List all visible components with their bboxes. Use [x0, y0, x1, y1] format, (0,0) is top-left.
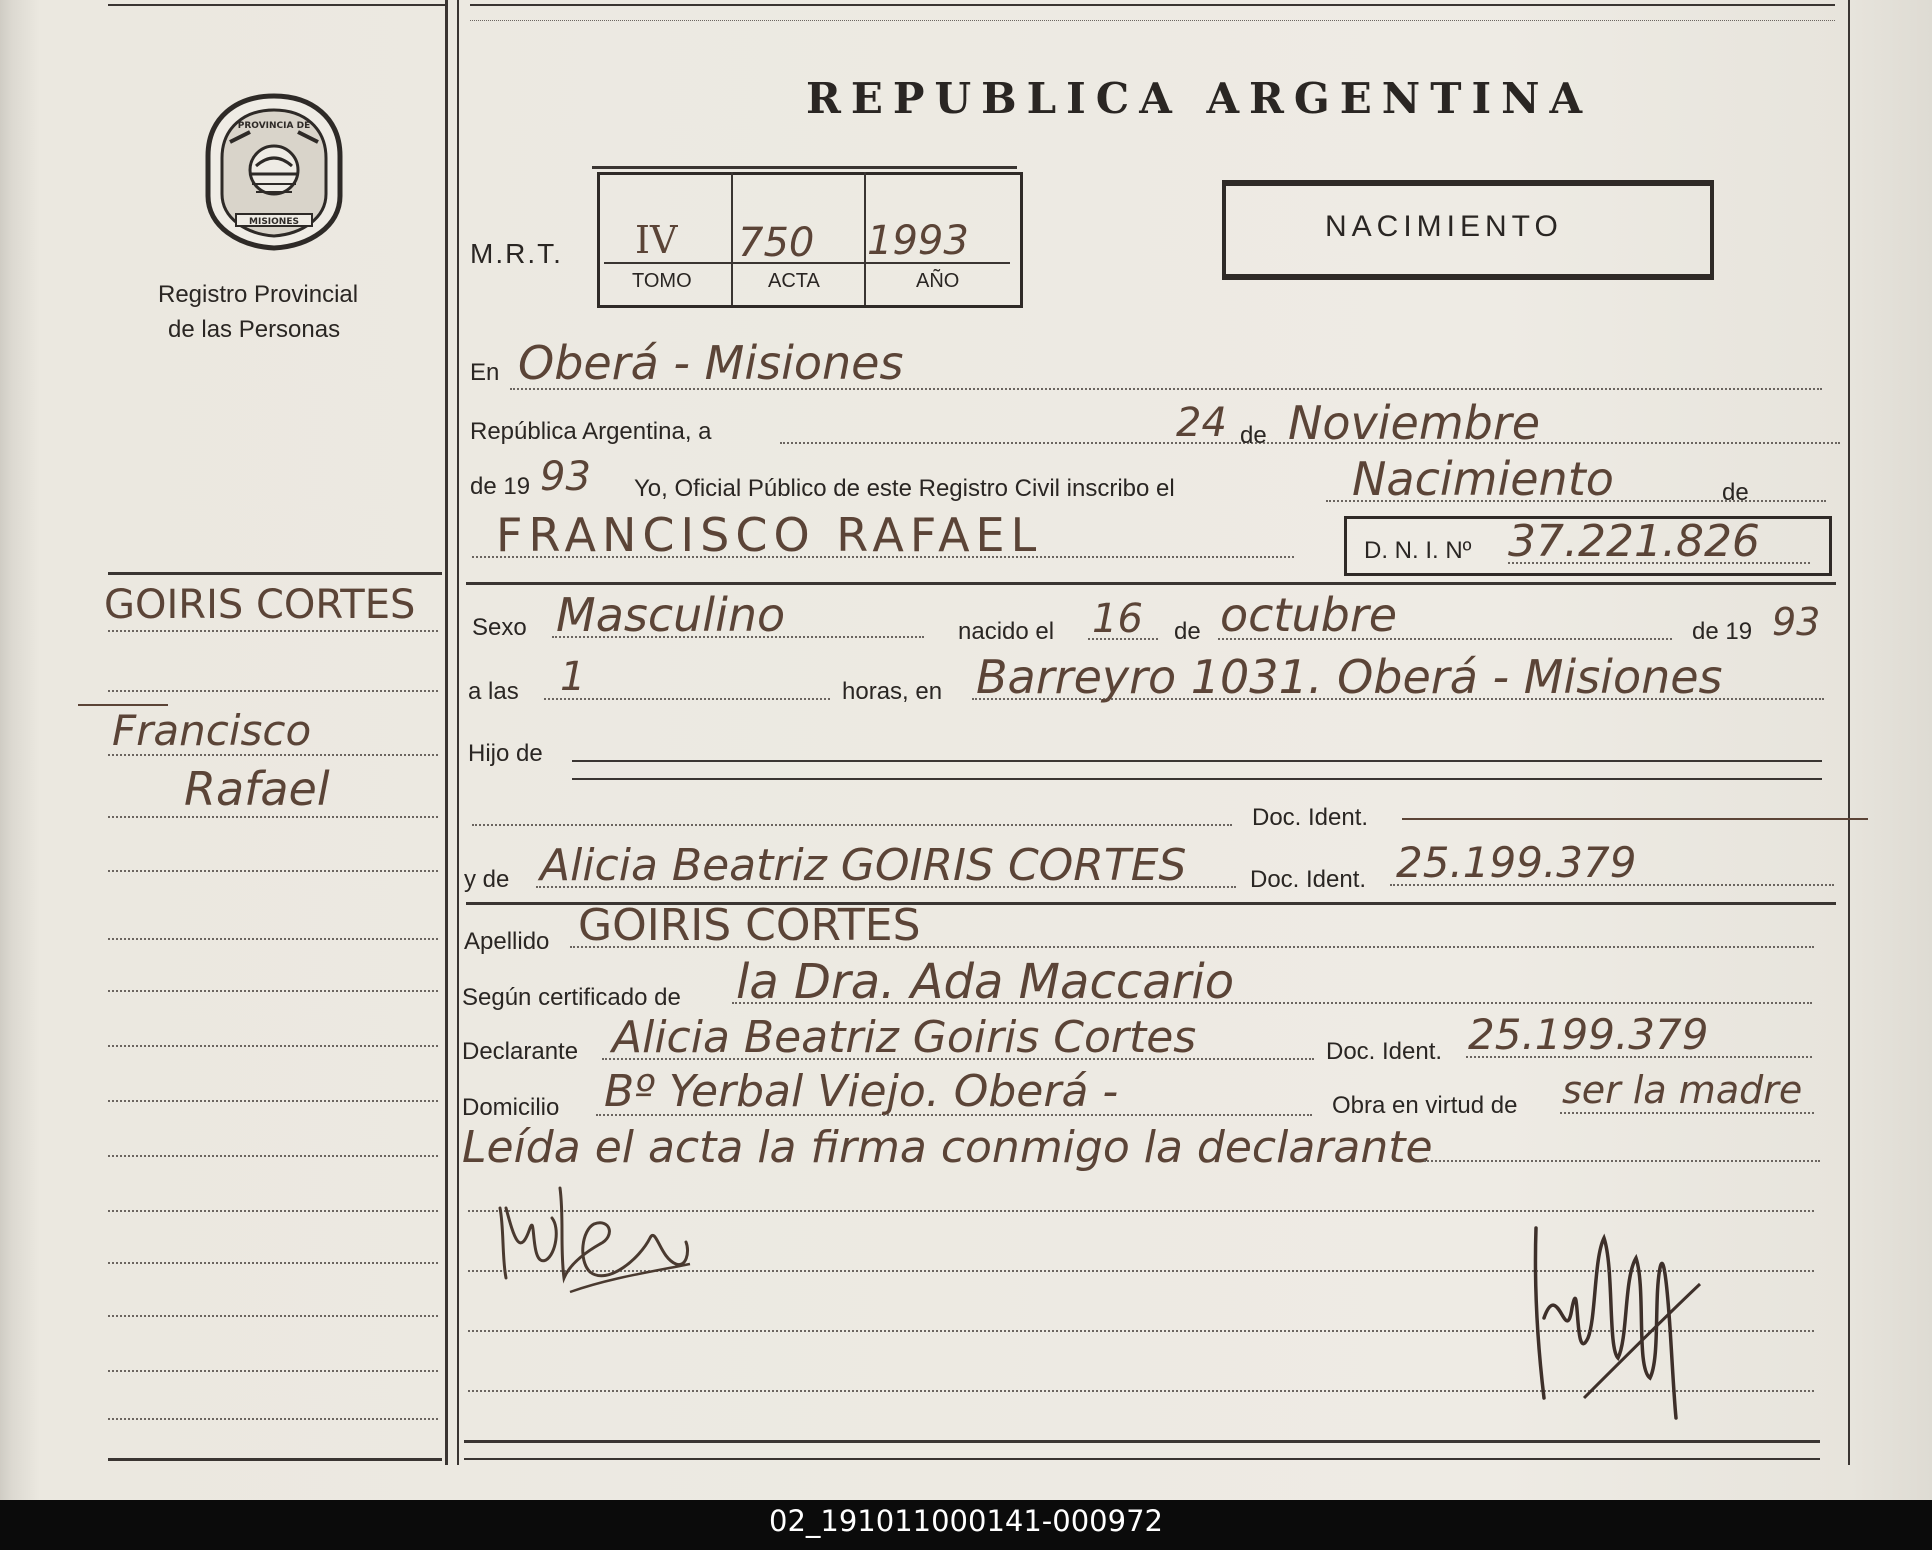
- declarante-label: Declarante: [462, 1038, 579, 1065]
- obra-label: Obra en virtud de: [1332, 1092, 1518, 1119]
- doc-ident-label-2: Doc. Ident.: [1250, 866, 1367, 893]
- y-de-label: y de: [464, 866, 510, 893]
- birth-month: octubre: [1220, 588, 1398, 642]
- mother-name: Alicia Beatriz GOIRIS CORTES: [540, 840, 1187, 891]
- acta-label: ACTA: [768, 270, 820, 292]
- act-type-title: NACIMIENTO: [1325, 210, 1563, 243]
- segun-label: Según certificado de: [462, 984, 681, 1011]
- official-signature: [1524, 1198, 1714, 1428]
- obra-line: [1560, 1112, 1814, 1114]
- acta-value: 750: [738, 220, 815, 266]
- a-las-label: a las: [468, 678, 519, 705]
- father-dotline: [472, 824, 1232, 826]
- en-label: En: [470, 359, 500, 386]
- birth-year-suffix: 93: [1772, 600, 1821, 644]
- anio-label: AÑO: [916, 270, 960, 292]
- margin-dotline-8: [108, 1045, 438, 1047]
- top-rule-left: [108, 4, 446, 6]
- margin-dotline-15: [108, 1418, 438, 1420]
- seal-top-text: PROVINCIA DE: [237, 121, 311, 131]
- dni-label: D. N. I. Nº: [1364, 537, 1472, 564]
- hijo-label: Hijo de: [468, 740, 543, 767]
- domicilio-label: Domicilio: [462, 1094, 560, 1121]
- country-title: REPUBLICA ARGENTINA: [806, 74, 1593, 123]
- margin-dotline-6: [108, 938, 438, 940]
- margin-dotline-10: [108, 1155, 438, 1157]
- margin-given-name-1: Francisco: [112, 706, 312, 755]
- father-doc-line: [1402, 818, 1868, 820]
- scan-caption: 02_191011000141-000972: [769, 1504, 1163, 1538]
- de-label-2: de: [1722, 479, 1749, 506]
- margin-divider-2: [457, 0, 459, 1465]
- margin-rule-bottom: [108, 1458, 442, 1461]
- place-value: Oberá - Misiones: [518, 336, 904, 390]
- year-prefix-label: de 19: [470, 473, 531, 500]
- declarant-signature: [490, 1168, 720, 1298]
- margin-dotline-14: [108, 1370, 438, 1372]
- seal-bottom-text: MISIONES: [249, 217, 299, 227]
- declarante-name: Alicia Beatriz Goiris Cortes: [612, 1012, 1197, 1063]
- tomo-label: TOMO: [632, 270, 692, 292]
- apellido-label: Apellido: [464, 928, 550, 955]
- margin-surname: GOIRIS CORTES: [104, 582, 416, 628]
- father-line-2: [572, 778, 1822, 780]
- hour-line: [544, 698, 830, 700]
- apellido-value: GOIRIS CORTES: [578, 900, 921, 951]
- bottom-rule-1: [464, 1440, 1820, 1443]
- anio-value: 1993: [867, 218, 969, 264]
- provincial-seal-logo: [200, 92, 348, 252]
- bottom-rule-2: [464, 1458, 1820, 1460]
- birth-place: Barreyro 1031. Oberá - Misiones: [976, 650, 1723, 704]
- father-line: [572, 760, 1822, 762]
- sexo-value: Masculino: [556, 588, 786, 642]
- registration-day: 24: [1176, 400, 1227, 446]
- reference-divider-1: [731, 172, 733, 305]
- de-label-3: de: [1174, 618, 1201, 645]
- horas-label: horas, en: [842, 678, 943, 705]
- republica-label: República Argentina, a: [470, 418, 712, 445]
- margin-dotline-13: [108, 1315, 438, 1317]
- registry-name-line2: de las Personas: [168, 316, 341, 343]
- margin-dotline-5: [108, 870, 438, 872]
- reference-box-top-rule: [592, 166, 1017, 169]
- section-rule-1: [466, 582, 1836, 585]
- nacido-label: nacido el: [958, 618, 1055, 645]
- inscribo-label: Yo, Oficial Público de este Registro Civil inscribo el: [634, 475, 1175, 502]
- registered-event: Nacimiento: [1352, 452, 1614, 506]
- top-rule-right: [470, 4, 1835, 6]
- birth-hour: 1: [560, 654, 586, 700]
- reference-divider-2: [864, 172, 866, 305]
- margin-dotline-11: [108, 1210, 438, 1212]
- margin-dotline-1: [108, 630, 438, 632]
- margin-dotline-7: [108, 990, 438, 992]
- birth-day: 16: [1092, 596, 1143, 642]
- closing-line: [1424, 1160, 1820, 1162]
- doc-ident-label-3: Doc. Ident.: [1326, 1038, 1443, 1065]
- mrt-label: M.R.T.: [470, 238, 563, 269]
- top-rule-right-2: [470, 20, 1835, 21]
- margin-dotline-2: [108, 690, 438, 692]
- declarante-doc: 25.199.379: [1468, 1010, 1709, 1059]
- margin-divider-1: [445, 0, 448, 1465]
- certificate-value: la Dra. Ada Maccario: [736, 954, 1235, 1010]
- child-name: FRANCISCO RAFAEL: [496, 508, 1043, 562]
- right-border: [1848, 0, 1850, 1465]
- domicilio-value: Bº Yerbal Viejo. Oberá -: [604, 1066, 1119, 1117]
- margin-rule-top: [108, 572, 442, 575]
- mother-doc: 25.199.379: [1396, 838, 1637, 887]
- margin-given-name-2: Rafael: [184, 762, 330, 816]
- margin-dotline-4: [108, 816, 438, 818]
- registry-name-line1: Registro Provincial: [158, 281, 359, 308]
- de-label-1: de: [1240, 422, 1267, 449]
- birth-year-prefix: de 19: [1692, 618, 1753, 645]
- sexo-label: Sexo: [472, 614, 527, 641]
- closing-statement: Leída el acta la firma conmigo la declarante: [462, 1122, 1433, 1173]
- margin-dotline-3: [108, 754, 438, 756]
- registration-year-suffix: 93: [540, 454, 591, 500]
- dni-number: 37.221.826: [1508, 516, 1760, 567]
- tomo-value: IV: [635, 218, 678, 262]
- doc-ident-label-1: Doc. Ident.: [1252, 804, 1369, 831]
- obra-value: ser la madre: [1562, 1068, 1803, 1112]
- margin-dotline-9: [108, 1100, 438, 1102]
- margin-dotline-12: [108, 1262, 438, 1264]
- registration-month: Noviembre: [1288, 396, 1541, 450]
